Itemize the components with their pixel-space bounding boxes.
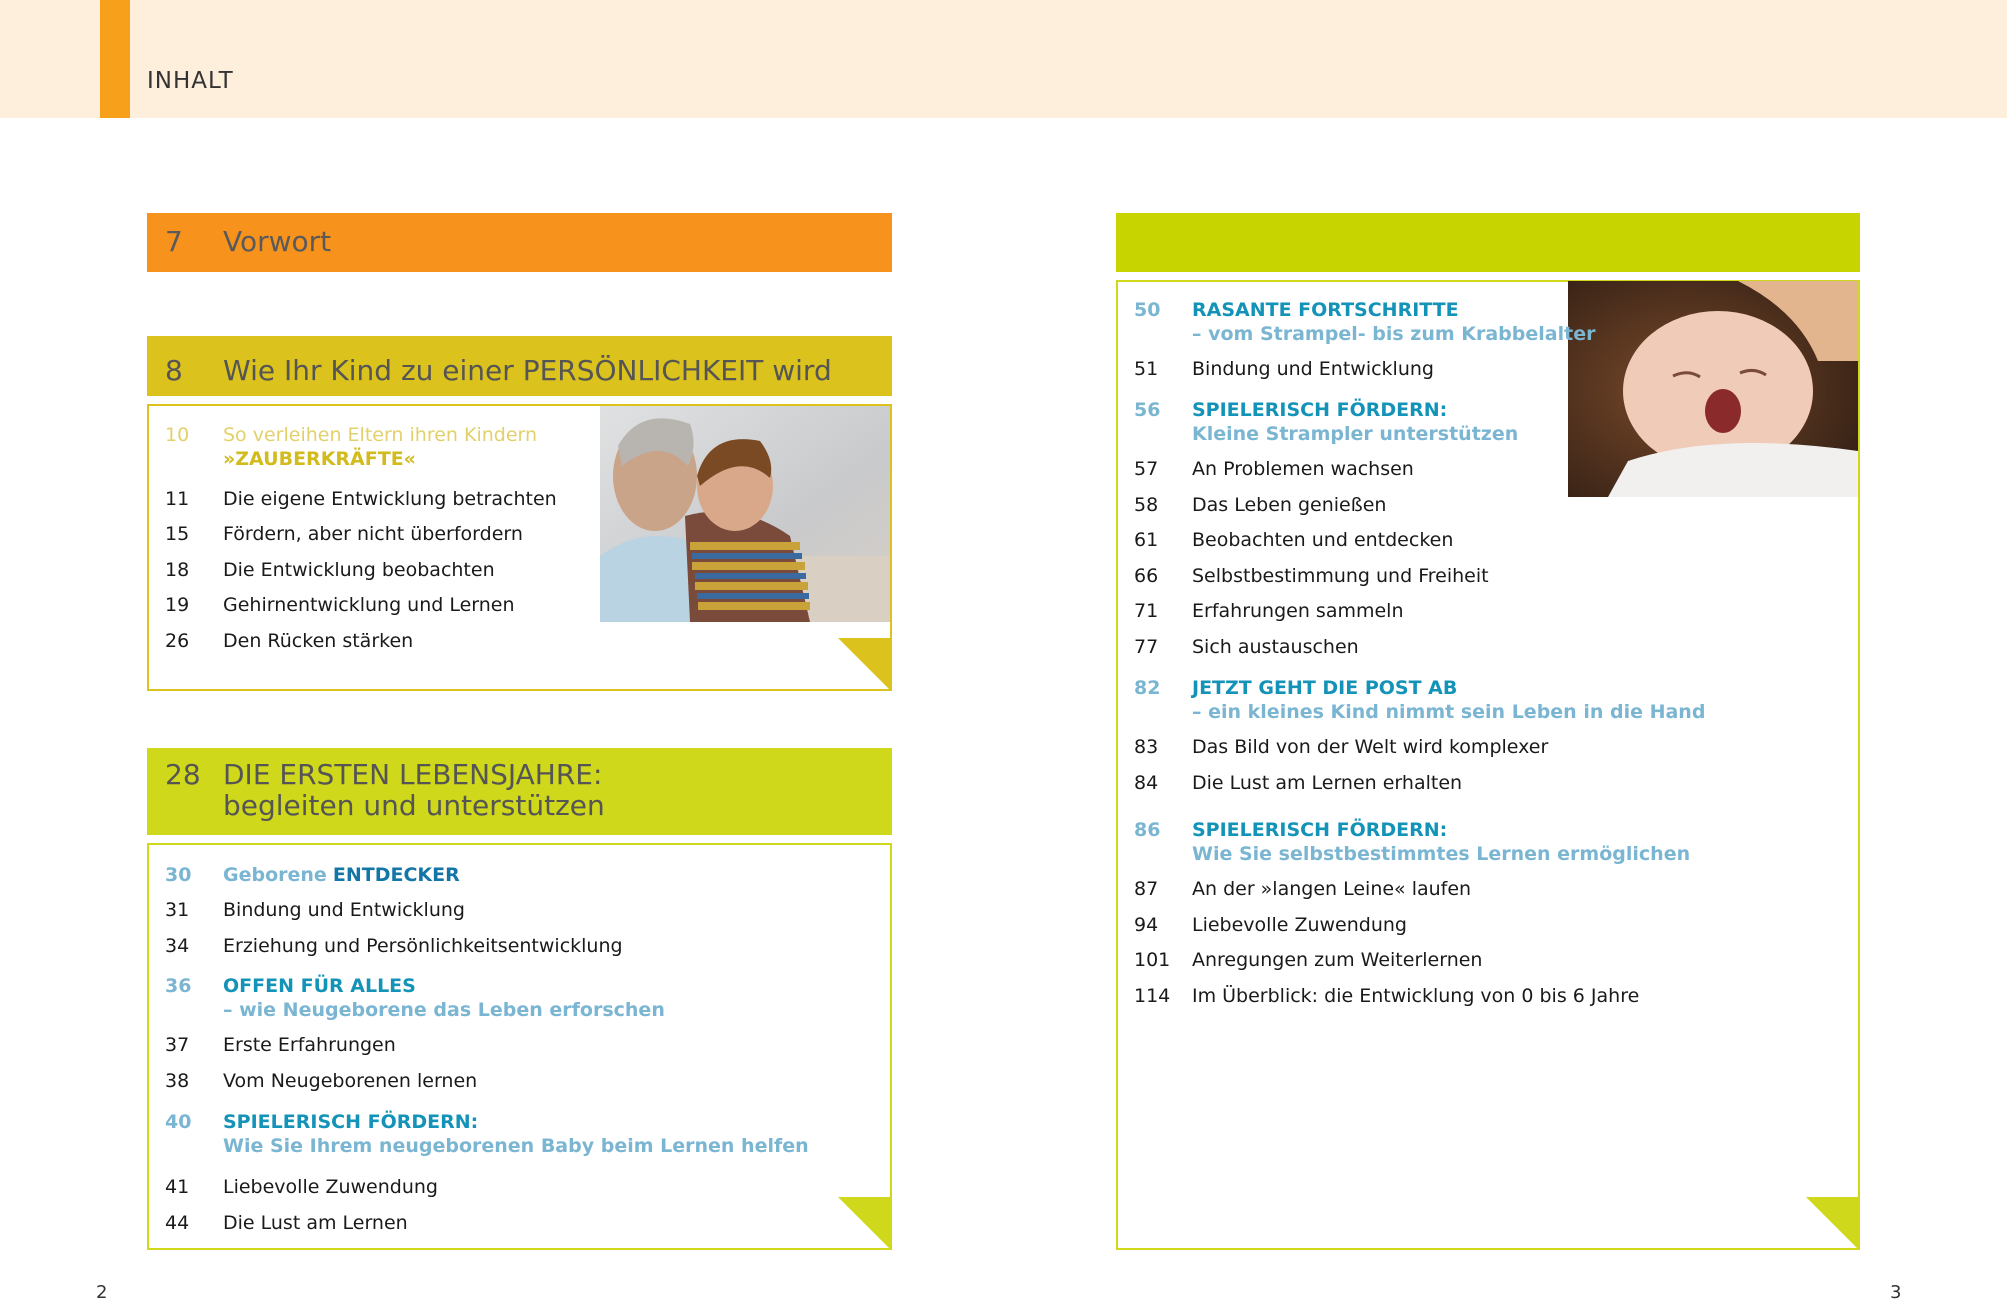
entry-title-line2: – vom Strampel- bis zum Krabbelalter [1192,323,1596,345]
entry-number: 86 [1134,819,1161,841]
header-accent-bar [100,0,130,118]
entry-title-line2: – ein kleines Kind nimmt sein Leben in die Hand [1192,701,1706,723]
entry-number: 87 [1134,878,1159,900]
entry-number: 56 [1134,399,1161,421]
entry-number: 57 [1134,458,1159,480]
entry-title-line1: SPIELERISCH FÖRDERN: [223,1111,479,1133]
entry-title-line2: – wie Neugeborene das Leben erforschen [223,999,665,1021]
entry-number: 61 [1134,529,1159,551]
entry-number: 41 [165,1176,190,1198]
entry-number: 37 [165,1034,190,1056]
entry-title: Erste Erfahrungen [223,1034,396,1056]
entry-number: 34 [165,935,190,957]
entry-title: Gehirnentwicklung und Lernen [223,594,515,616]
entry-title: Liebevolle Zuwendung [1192,914,1407,936]
entry-title-line2: »ZAUBERKRÄFTE« [223,448,416,470]
entry-title: Selbstbestimmung und Freiheit [1192,565,1489,587]
entry-keyword: ENTDECKER [332,864,460,886]
entry-title: An der »langen Leine« laufen [1192,878,1472,900]
entry-number: 19 [165,594,190,616]
entry-title: Die Entwicklung beobachten [223,559,495,581]
entry-title-line1: So verleihen Eltern ihren Kindern [223,424,538,446]
entry-title-line2: Kleine Strampler unterstützen [1192,423,1519,445]
entry-title: Fördern, aber nicht überfordern [223,523,523,545]
entry-number: 30 [165,864,192,886]
vorwort-title: Vorwort [223,225,332,258]
entry-title-line1: SPIELERISCH FÖRDERN: [1192,819,1448,841]
entry-number: 51 [1134,358,1159,380]
entry-number: 11 [165,488,190,510]
entry-title: An Problemen wachsen [1192,458,1414,480]
page-number-right: 3 [1890,1282,1902,1303]
entry-number: 15 [165,523,190,545]
section1-bar[interactable] [147,336,892,396]
entry-title: Liebevolle Zuwendung [223,1176,438,1198]
entry-title: Erfahrungen sammeln [1192,600,1404,622]
entry-title: Sich austauschen [1192,636,1359,658]
entry-title: Anregungen zum Weiterlernen [1192,949,1483,971]
entry-number: 26 [165,630,190,652]
entry-number: 84 [1134,772,1159,794]
entry-number: 83 [1134,736,1159,758]
entry-title: Im Überblick: die Entwicklung von 0 bis 6 Jahre [1192,985,1640,1007]
entry-number: 31 [165,899,190,921]
entry-title: Die Lust am Lernen erhalten [1192,772,1463,794]
page-title: INHALT [147,68,234,94]
entry-prefix: Geborene [223,864,327,886]
entry-title-line2: Wie Sie selbstbestimmtes Lernen ermöglichen [1192,843,1691,865]
entry-number: 66 [1134,565,1159,587]
entry-number: 18 [165,559,190,581]
entry-title: Die eigene Entwicklung betrachten [223,488,557,510]
entry-title: Das Bild von der Welt wird komplexer [1192,736,1549,758]
entry-title: Den Rücken stärken [223,630,414,652]
section1-corner-cut [838,638,890,690]
entry-number: 101 [1134,949,1171,971]
section1-number: 8 [165,354,183,387]
section2-title-line2: begleiten und unterstützen [223,789,605,822]
entry-title-line1: JETZT GEHT DIE POST AB [1192,677,1458,699]
entry-number: 114 [1134,985,1171,1007]
entry-title: Bindung und Entwicklung [223,899,465,921]
entry-number: 10 [165,424,190,446]
entry-number: 58 [1134,494,1159,516]
entry-title-line1: RASANTE FORTSCHRITTE [1192,299,1459,321]
entry-title-line2: Wie Sie Ihrem neugeborenen Baby beim Lernen helfen [223,1135,809,1157]
header-band [0,0,2007,118]
vorwort-bar[interactable] [147,213,892,272]
baby-image [1568,281,1858,497]
entry-number: 94 [1134,914,1159,936]
entry-title: Die Lust am Lernen [223,1212,408,1234]
section1-title: Wie Ihr Kind zu einer PERSÖNLICHKEIT wird [223,354,832,387]
entry-title: Erziehung und Persönlichkeitsentwicklung [223,935,623,957]
entry-title-line1: SPIELERISCH FÖRDERN: [1192,399,1448,421]
entry-number: 36 [165,975,192,997]
entry-number: 71 [1134,600,1159,622]
entry-title: Das Leben genießen [1192,494,1387,516]
section2-corner-fold [838,1197,890,1249]
entry-number: 40 [165,1111,192,1133]
entry-number: 50 [1134,299,1161,321]
entry-title: Bindung und Entwicklung [1192,358,1434,380]
section2-number: 28 [165,758,201,791]
right-section-bar [1116,213,1860,272]
entry-number: 82 [1134,677,1161,699]
entry-number: 77 [1134,636,1159,658]
right-corner-fold [1806,1197,1858,1249]
father-son-photo [600,406,890,622]
entry-title: Vom Neugeborenen lernen [223,1070,478,1092]
vorwort-number: 7 [165,225,183,258]
page-number-left: 2 [96,1282,108,1303]
entry-number: 44 [165,1212,190,1234]
section2-title-line1: DIE ERSTEN LEBENSJAHRE: [223,758,603,791]
father-son-image [600,406,890,622]
entry-title: Beobachten und entdecken [1192,529,1454,551]
section2-bar[interactable] [147,748,892,835]
yawning-baby-photo [1568,281,1858,497]
entry-number: 38 [165,1070,190,1092]
entry-title-line1: OFFEN FÜR ALLES [223,975,416,997]
entry-title [223,863,460,887]
